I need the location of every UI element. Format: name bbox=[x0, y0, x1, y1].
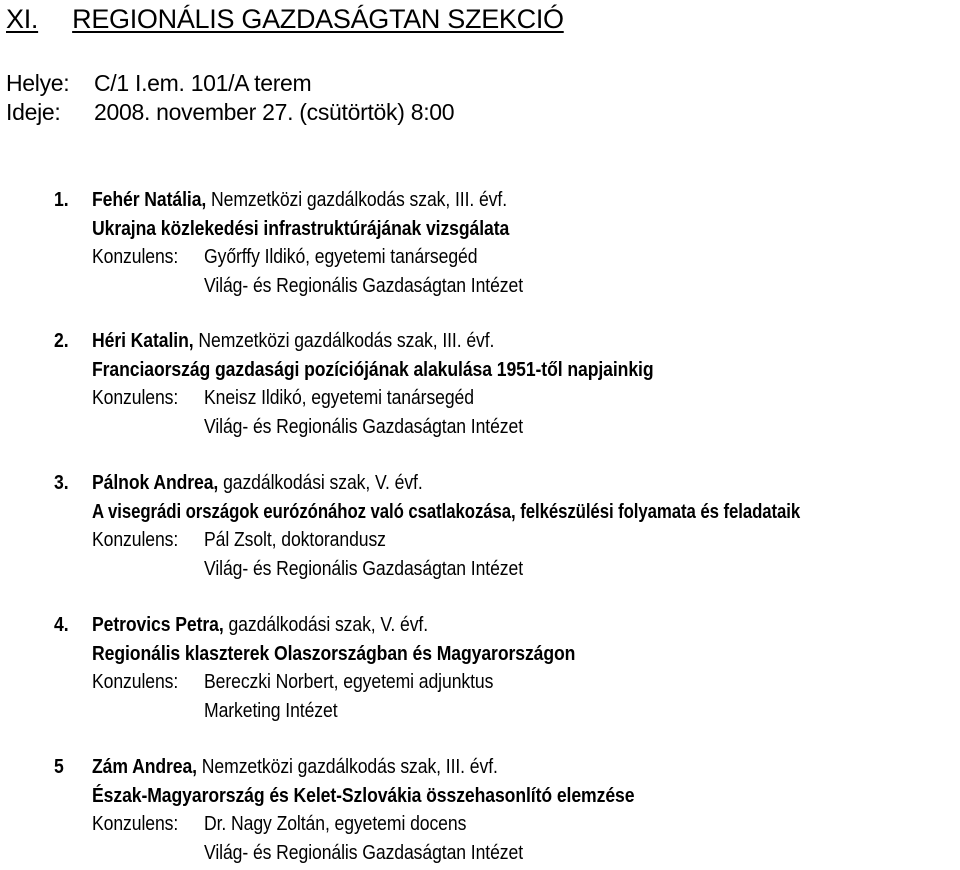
supervisor-name: Győrffy Ildikó, egyetemi tanársegéd bbox=[204, 246, 478, 268]
supervisor-name: Bereczki Norbert, egyetemi adjunktus bbox=[204, 671, 494, 693]
section-title: REGIONÁLIS GAZDASÁGTAN SZEKCIÓ bbox=[72, 4, 564, 34]
presenter-name: Petrovics Petra, bbox=[92, 614, 224, 636]
presenter-line bbox=[92, 756, 498, 779]
presenter-line bbox=[92, 330, 494, 353]
presentation-number: 3. bbox=[54, 472, 69, 494]
place-label: Helye: bbox=[6, 70, 70, 96]
time-value: 2008. november 27. (csütörtök) 8:00 bbox=[94, 99, 455, 125]
presenter-program: Nemzetközi gazdálkodás szak, III. évf. bbox=[198, 330, 495, 352]
presenter-line bbox=[92, 472, 423, 495]
supervisor-label: Konzulens: bbox=[92, 813, 179, 835]
presentation-number: 2. bbox=[54, 330, 69, 352]
section-heading bbox=[6, 4, 564, 35]
time-label: Ideje: bbox=[6, 99, 61, 125]
supervisor-label: Konzulens: bbox=[92, 671, 179, 693]
presentation-number: 5 bbox=[54, 756, 64, 778]
supervisor-name: Kneisz Ildikó, egyetemi tanársegéd bbox=[204, 387, 474, 409]
presentation-title: Ukrajna közlekedési infrastruktúrájának vizsgálata bbox=[92, 218, 510, 240]
presenter-program: gazdálkodási szak, V. évf. bbox=[223, 472, 423, 494]
presenter-line bbox=[92, 614, 428, 637]
presenter-name: Zám Andrea, bbox=[92, 756, 197, 778]
place-value: C/1 I.em. 101/A terem bbox=[94, 70, 312, 96]
presentation-number: 1. bbox=[54, 189, 69, 211]
presenter-name: Héri Katalin, bbox=[92, 330, 194, 352]
presenter-name: Pálnok Andrea, bbox=[92, 472, 219, 494]
presentation-title: Franciaország gazdasági pozíciójának alakulása 1951-től napjainkig bbox=[92, 359, 654, 381]
presentation-title: Regionális klaszterek Olaszországban és Magyarországon bbox=[92, 643, 576, 665]
presenter-line bbox=[92, 189, 507, 212]
supervisor-label: Konzulens: bbox=[92, 387, 179, 409]
supervisor-institute: Világ- és Regionális Gazdaságtan Intézet bbox=[204, 842, 524, 864]
supervisor-institute: Világ- és Regionális Gazdaságtan Intézet bbox=[204, 275, 524, 297]
presenter-program: Nemzetközi gazdálkodás szak, III. évf. bbox=[211, 189, 508, 211]
section-number: XI. bbox=[6, 4, 39, 34]
supervisor-label: Konzulens: bbox=[92, 529, 179, 551]
supervisor-institute: Világ- és Regionális Gazdaságtan Intézet bbox=[204, 558, 524, 580]
supervisor-label: Konzulens: bbox=[92, 246, 179, 268]
presentation-title: A visegrádi országok eurózónához való csatlakozása, felkészülési folyamata és feladataik bbox=[92, 501, 801, 523]
presenter-program: gazdálkodási szak, V. évf. bbox=[228, 614, 429, 636]
presenter-name: Fehér Natália, bbox=[92, 189, 207, 211]
presenter-program: Nemzetközi gazdálkodás szak, III. évf. bbox=[201, 756, 498, 778]
supervisor-name: Dr. Nagy Zoltán, egyetemi docens bbox=[204, 813, 467, 835]
presentation-number: 4. bbox=[54, 614, 69, 636]
presentation-title: Észak-Magyarország és Kelet-Szlovákia összehasonlító elemzése bbox=[92, 785, 635, 807]
supervisor-name: Pál Zsolt, doktorandusz bbox=[204, 529, 386, 551]
supervisor-institute: Marketing Intézet bbox=[204, 700, 338, 722]
supervisor-institute: Világ- és Regionális Gazdaságtan Intézet bbox=[204, 416, 524, 438]
